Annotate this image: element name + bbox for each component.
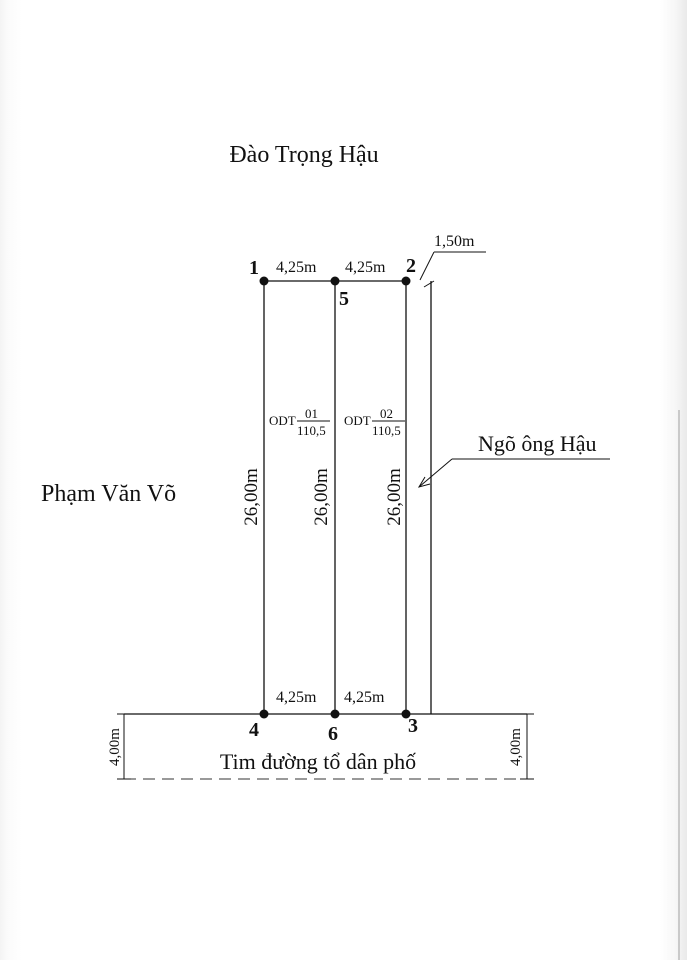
point-marker-6 [331,710,340,719]
lane-width-leader [420,252,434,280]
dim-road-right: 4,00m [508,728,524,766]
dim-depth-right: 26,00m [384,468,405,526]
parcel-02-area: 110,5 [372,423,401,438]
dim-bottom-right: 4,25m [344,689,385,706]
point-marker-1 [260,277,269,286]
dim-top-left: 4,25m [276,259,317,276]
dim-top-right: 4,25m [345,259,386,276]
point-label-2: 2 [406,255,416,277]
parcel-02-number: 02 [380,406,393,421]
dim-road-left: 4,00m [107,728,123,766]
parcel-01-code: ODT [269,413,296,428]
dim-bottom-left: 4,25m [276,689,317,706]
parcel-01-area: 110,5 [297,423,326,438]
road-centerline-label: Tim đường tổ dân phố [219,749,417,774]
dim-depth-left: 26,00m [241,468,262,526]
point-marker-4 [260,710,269,719]
parcel-label-02 [344,406,405,438]
point-label-1: 1 [249,257,259,279]
neighbor-west-label: Phạm Văn Võ [41,481,177,507]
point-label-5: 5 [339,288,349,310]
lane-name-leader [419,459,452,487]
parcel-02-code: ODT [344,413,371,428]
point-label-4: 4 [249,719,259,741]
lane-name-label: Ngõ ông Hậu [478,431,597,456]
parcel-label-01 [269,406,330,438]
point-marker-5 [331,277,340,286]
dim-lane-width: 1,50m [434,233,475,250]
point-marker-2 [402,277,411,286]
lane-width-tick [424,281,434,287]
neighbor-north-label: Đào Trọng Hậu [229,142,379,168]
dim-depth-middle: 26,00m [311,468,332,526]
parcel-01-number: 01 [305,406,318,421]
point-label-6: 6 [328,723,338,745]
point-label-3: 3 [408,715,418,737]
